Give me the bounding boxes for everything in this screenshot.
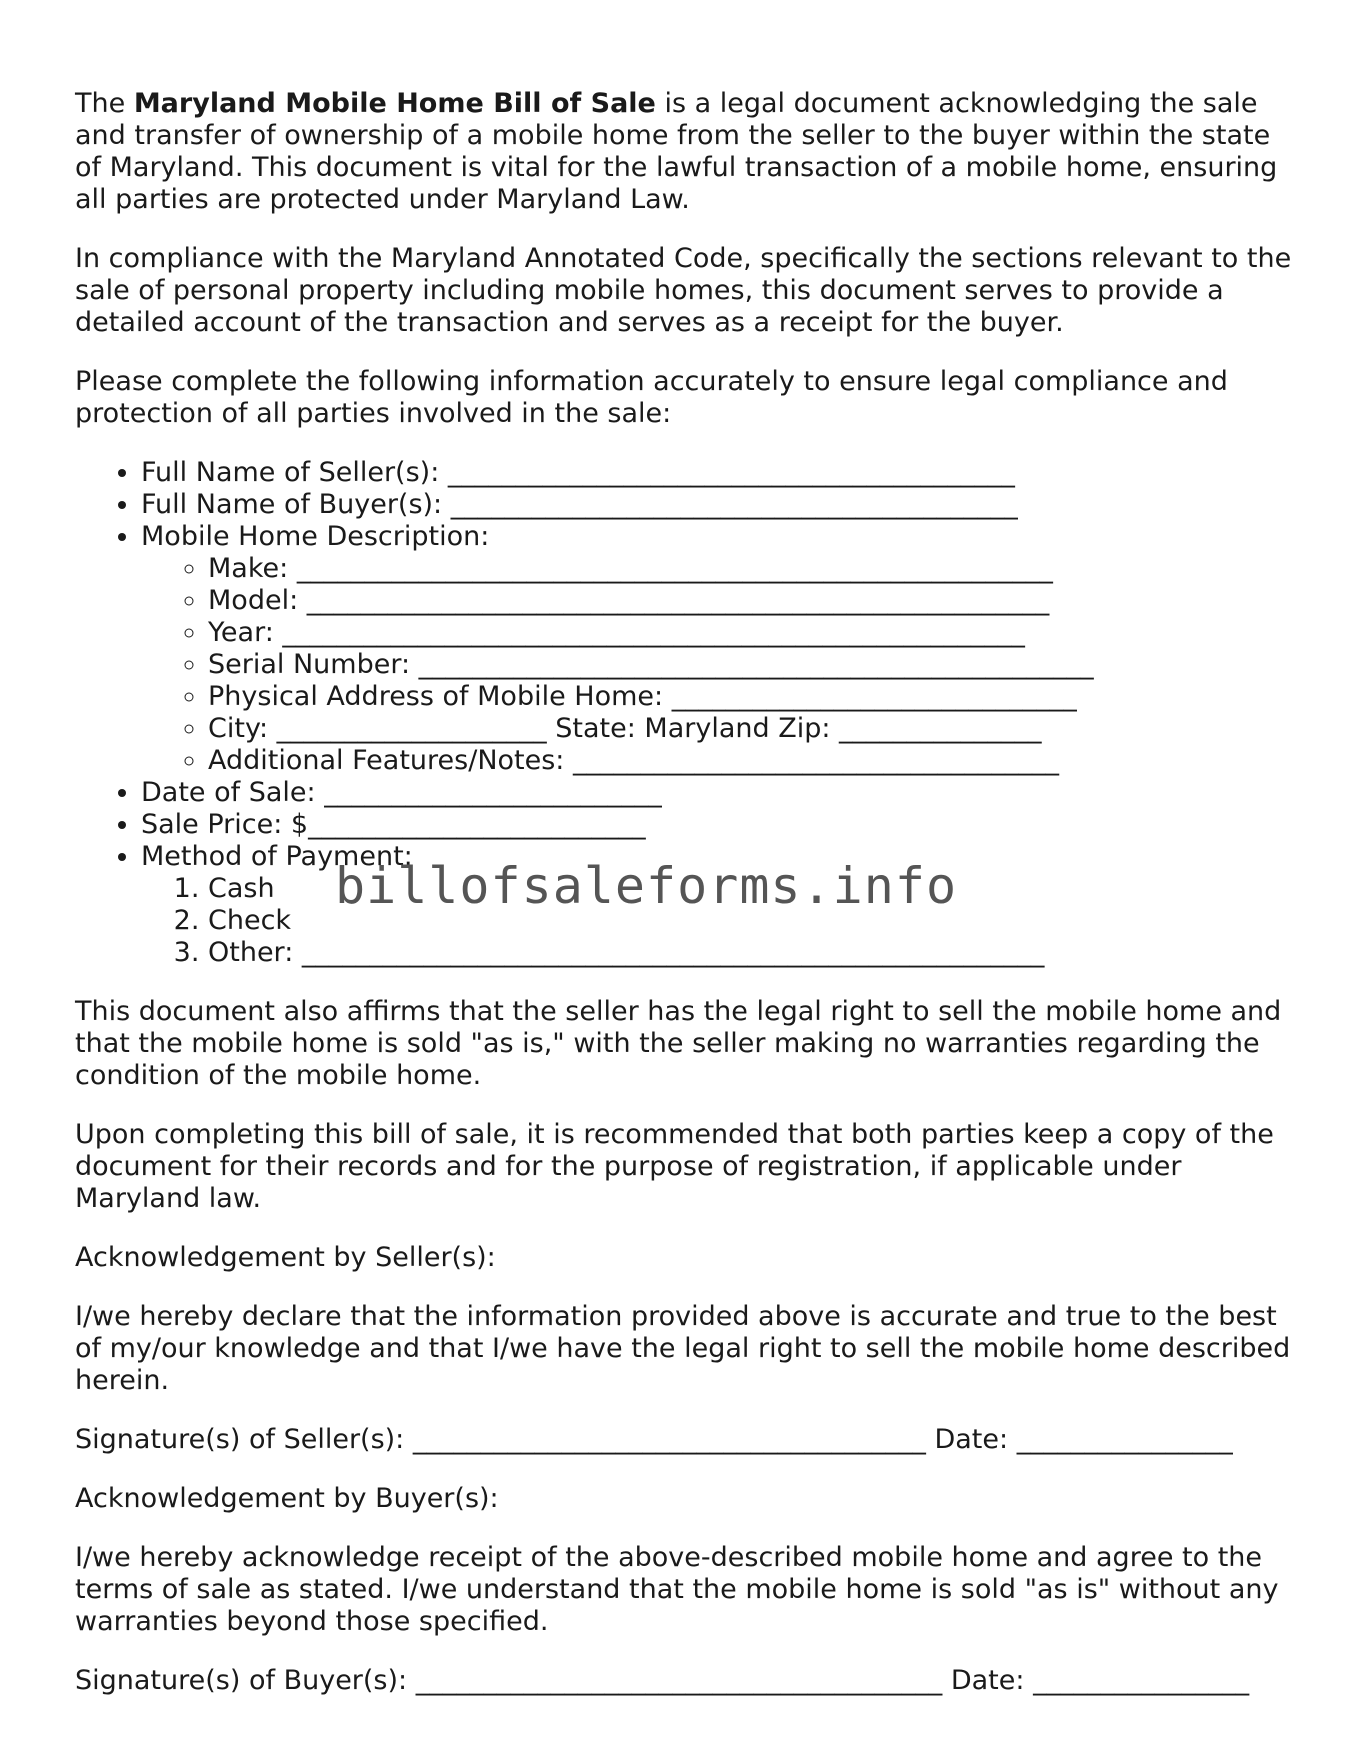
mobile-home-description: • Mobile Home Description: ◦ Make: ________________________________________________________ ◦ Model: _______________________________________________________ ◦ Year: _______________________________________________________ ◦ Serial Number: __________________________________________________ ◦ Physical Address of Mobile Home: ______________________________ ◦ City: ____________________ State: Maryland Zip: _______________ ◦ Additional Features/Notes: ____________________________________ — [141, 521, 1295, 777]
intro-suffix: is a legal document acknowledging the sale and transfer of ownership of a mobile home from the seller to the buyer within the state of Maryland. This document is vital for the lawful transaction of a mobile home, ensuring all parties are protected under Maryland Law. — [75, 88, 1278, 215]
physical-address-blank[interactable]: ______________________________ — [671, 681, 1077, 712]
city-state-zip-field: ◦ City: ____________________ State: Maryland Zip: _______________ — [208, 713, 1295, 745]
state-label: State: Maryland — [555, 713, 770, 744]
date-of-sale-blank[interactable]: _________________________ — [324, 777, 662, 808]
physical-address-field: ◦ Physical Address of Mobile Home: ______________________________ — [208, 681, 1295, 713]
form-fields-list — [75, 457, 1295, 969]
other-payment-blank[interactable]: _______________________________________________________ — [301, 937, 1045, 968]
document-title: Maryland Mobile Home Bill of Sale — [133, 88, 656, 119]
make-field: ◦ Make: ________________________________________________________ — [208, 553, 1295, 585]
buyer-signature-line: Signature(s) of Buyer(s): _______________________________________ Date: ________________ — [75, 1665, 1250, 1696]
payment-option-cash[interactable]: 1. Cash — [208, 873, 1295, 905]
serial-number-blank[interactable]: __________________________________________________ — [418, 649, 1094, 680]
instructions-paragraph: Please complete the following information accurately to ensure legal compliance and protection of all parties involved in the sale: — [75, 366, 1228, 429]
model-blank[interactable]: _______________________________________________________ — [306, 585, 1050, 616]
date-of-sale-field: • Date of Sale: _________________________ — [141, 777, 1295, 809]
buyer-name-blank[interactable]: __________________________________________ — [450, 489, 1018, 520]
intro-paragraph — [75, 88, 1295, 216]
make-blank[interactable]: ________________________________________________________ — [296, 553, 1053, 584]
payment-options-list — [141, 873, 1295, 969]
seller-name-blank[interactable]: __________________________________________ — [447, 457, 1015, 488]
zip-blank[interactable]: _______________ — [839, 713, 1042, 744]
seller-ack-heading: Acknowledgement by Seller(s): — [75, 1242, 496, 1273]
payment-option-other[interactable]: 3. Other: _______________________________________________________ — [208, 937, 1295, 969]
sale-price-blank[interactable]: _________________________ — [308, 809, 646, 840]
seller-signature-line: Signature(s) of Seller(s): ______________________________________ Date: ________________ — [75, 1424, 1233, 1455]
records-paragraph: Upon completing this bill of sale, it is recommended that both parties keep a copy of the document for their records and for the purpose of registration, if applicable under Maryland law. — [75, 1119, 1274, 1214]
year-blank[interactable]: _______________________________________________________ — [282, 617, 1025, 648]
as-is-paragraph: This document also affirms that the seller has the legal right to sell the mobile home and that the mobile home is sold "as is," with the seller making no warranties regarding the condition of the mobile home. — [75, 996, 1282, 1091]
city-blank[interactable]: ____________________ — [276, 713, 547, 744]
buyer-ack-text: I/we hereby acknowledge receipt of the above-described mobile home and agree to the terms of sale as stated. I/we understand that the mobile home is sold "as is" without any warranties beyond those specified. — [75, 1542, 1279, 1637]
intro-prefix: The — [75, 88, 134, 119]
sale-price-field: • Sale Price: $_________________________ — [141, 809, 1295, 841]
buyer-ack-heading: Acknowledgement by Buyer(s): — [75, 1483, 499, 1514]
payment-option-check[interactable]: 2. Check — [208, 905, 1295, 937]
seller-date-blank[interactable]: ________________ — [1016, 1424, 1233, 1455]
seller-ack-text: I/we hereby declare that the information provided above is accurate and true to the best of my/our knowledge and that I/we have the legal right to sell the mobile home described herein. — [75, 1301, 1291, 1396]
year-field: ◦ Year: _______________________________________________________ — [208, 617, 1295, 649]
seller-signature-blank[interactable]: ______________________________________ — [412, 1424, 926, 1455]
buyer-date-blank[interactable]: ________________ — [1033, 1665, 1250, 1696]
seller-name-field: • Full Name of Seller(s): __________________________________________ — [141, 457, 1295, 489]
zip-label: Zip: — [778, 713, 831, 744]
compliance-paragraph: In compliance with the Maryland Annotated Code, specifically the sections relevant to the sale of personal property including mobile homes, this document serves to provide a detailed account of the transaction and serves as a receipt for the buyer. — [75, 243, 1292, 338]
watermark-text: billofsaleforms.info — [335, 857, 958, 915]
description-sublist — [141, 553, 1295, 777]
buyer-name-field: • Full Name of Buyer(s): __________________________________________ — [141, 489, 1295, 521]
bill-of-sale-document — [75, 88, 1295, 1724]
model-field: ◦ Model: _______________________________________________________ — [208, 585, 1295, 617]
buyer-signature-blank[interactable]: _______________________________________ — [415, 1665, 943, 1696]
additional-notes-blank[interactable]: ____________________________________ — [573, 745, 1059, 776]
serial-number-field: ◦ Serial Number: __________________________________________________ — [208, 649, 1295, 681]
method-of-payment: • Method of Payment: 1. Cash 2. Check 3. Other: _______________________________________________________ — [141, 841, 1295, 969]
additional-notes-field: ◦ Additional Features/Notes: ____________________________________ — [208, 745, 1295, 777]
